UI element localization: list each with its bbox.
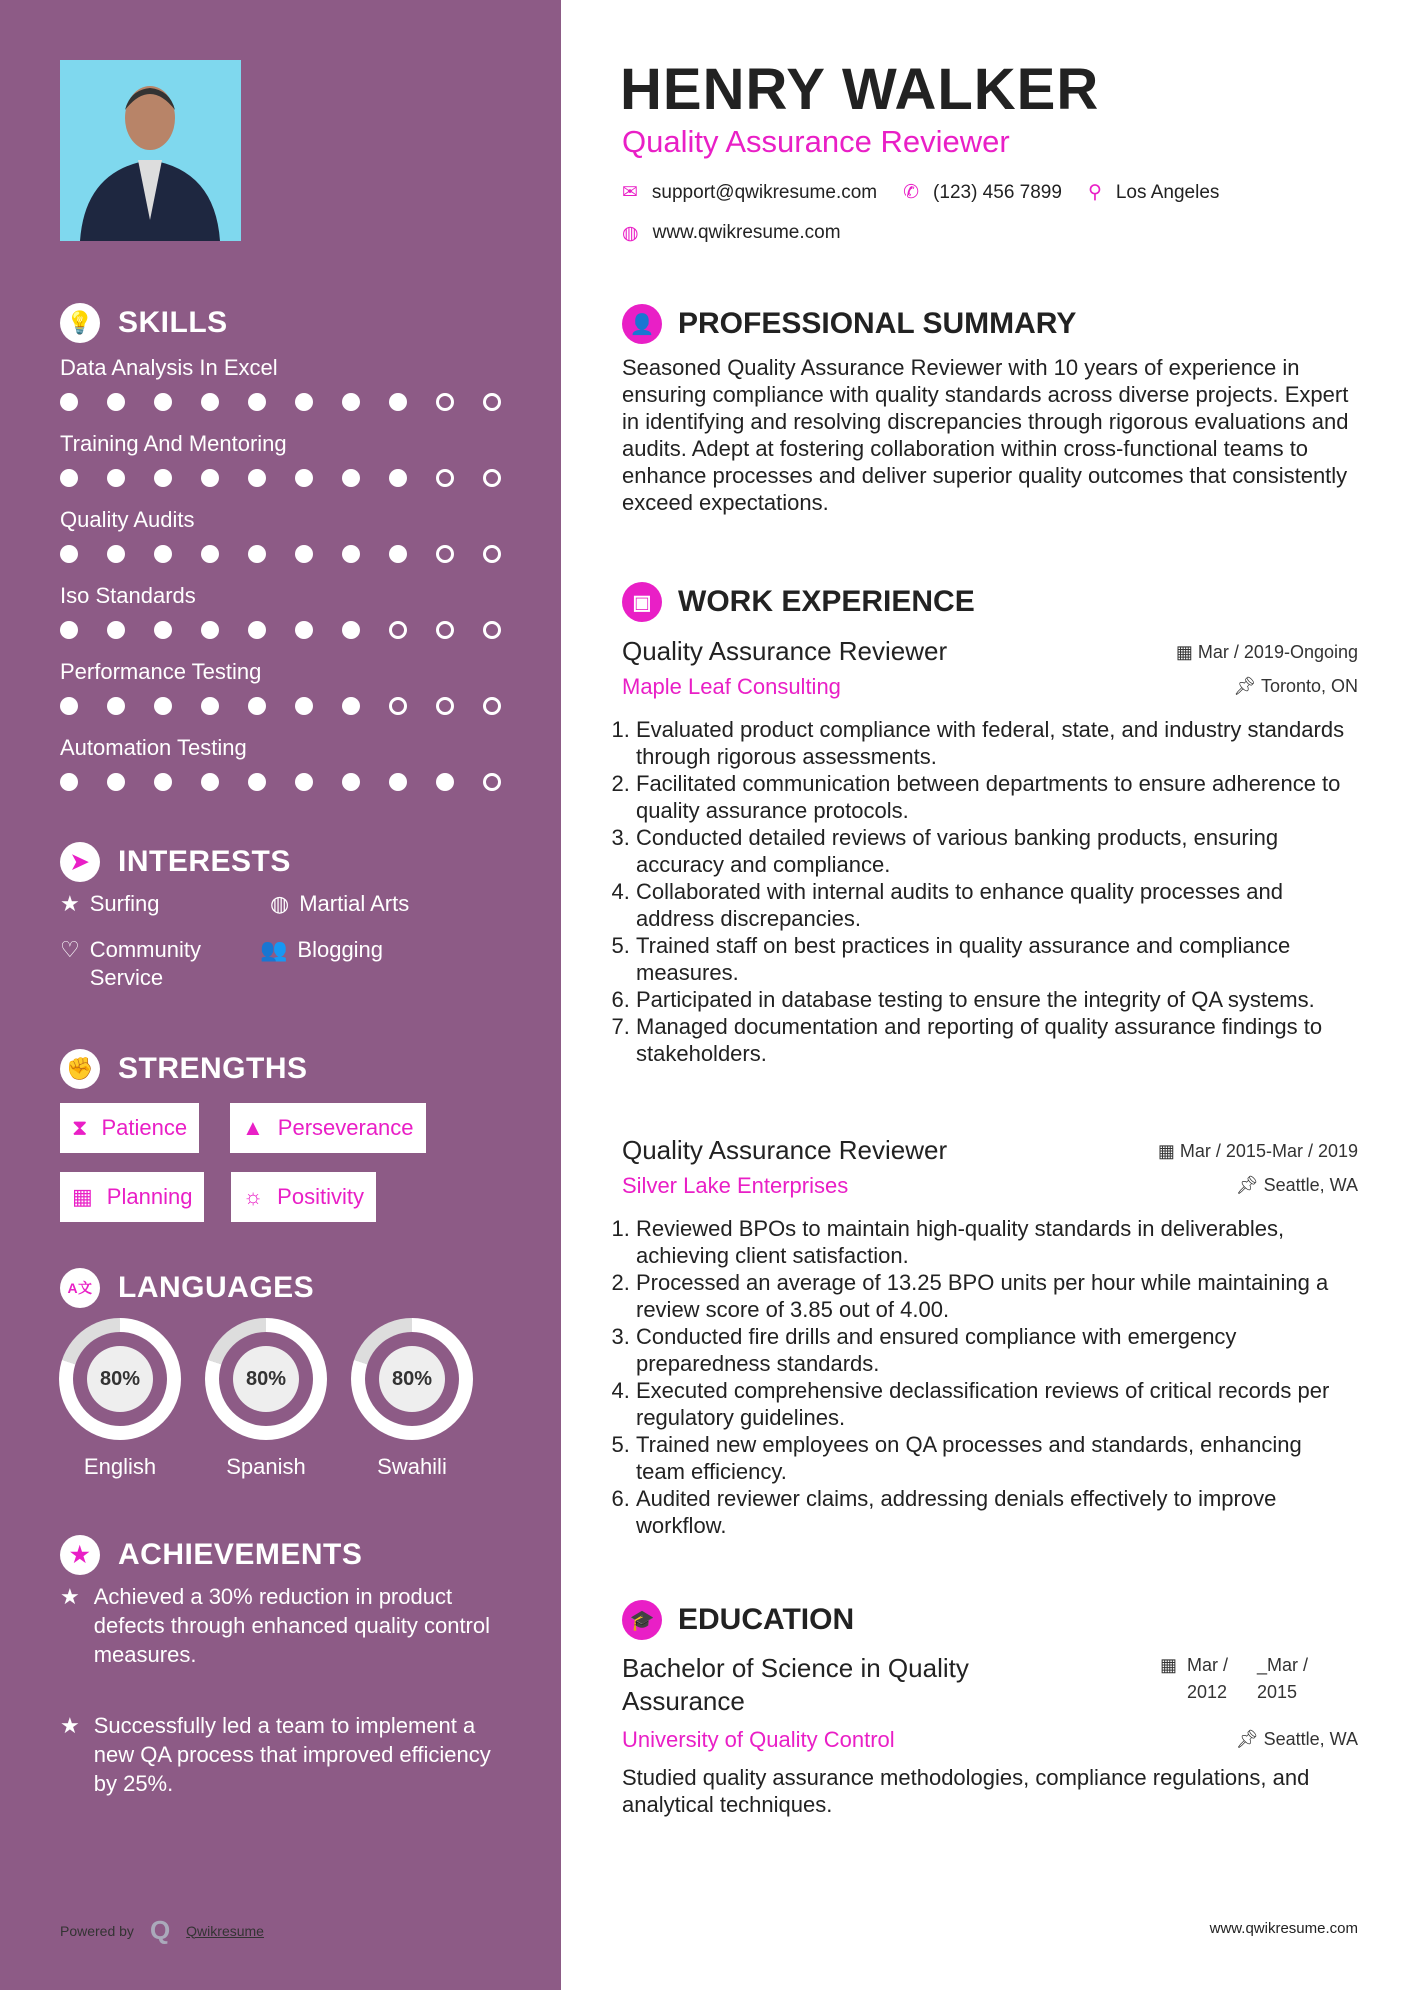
envelope-icon: ✉: [622, 182, 638, 203]
filled-dot: [248, 773, 266, 791]
calendar-icon: ▦: [72, 1184, 93, 1209]
filled-dot: [248, 697, 266, 715]
graduation-icon: 🎓: [622, 1600, 662, 1640]
languages-heading: A文 LANGUAGES: [60, 1268, 314, 1308]
filled-dot: [60, 393, 78, 411]
skill-label: Training And Mentoring: [60, 431, 287, 456]
empty-dot: [483, 621, 501, 639]
job-bullet: 5. Trained staff on best practices in quality assurance and compliance measures.: [636, 932, 1350, 986]
education-description: Studied quality assurance methodologies, compliance regulations, and analytical techniques.: [622, 1765, 1310, 1817]
filled-dot: [107, 469, 125, 487]
skill-label: Automation Testing: [60, 735, 247, 760]
school: University of Quality Control: [622, 1727, 895, 1752]
filled-dot: [389, 469, 407, 487]
filled-dot: [295, 393, 313, 411]
pushpin-icon: 📌︎: [1235, 1729, 1264, 1749]
language-item: [205, 1318, 327, 1480]
profile-photo: [60, 60, 241, 241]
users-icon: 👥: [260, 937, 288, 962]
strength-chip: ☼ Positivity: [231, 1172, 376, 1222]
pushpin-icon: 📌︎: [1233, 676, 1261, 696]
empty-dot: [436, 545, 454, 563]
skill-rating: [60, 773, 501, 791]
job-bullet: 7. Managed documentation and reporting of quality assurance findings to stakeholders.: [636, 1013, 1350, 1067]
filled-dot: [342, 773, 360, 791]
filled-dot: [107, 545, 125, 563]
skill-label: Performance Testing: [60, 659, 262, 684]
filled-dot: [342, 545, 360, 563]
strength-chip: ⧗ Patience: [60, 1103, 199, 1153]
filled-dot: [60, 469, 78, 487]
empty-dot: [436, 621, 454, 639]
strength-chip: ▲ Perseverance: [230, 1103, 426, 1153]
empty-dot: [389, 697, 407, 715]
degree: Bachelor of Science in Quality Assurance: [622, 1653, 969, 1716]
education-heading: 🎓 EDUCATION: [622, 1600, 854, 1640]
filled-dot: [201, 545, 219, 563]
footer-url[interactable]: www.qwikresume.com: [1209, 1920, 1358, 1937]
filled-dot: [342, 469, 360, 487]
filled-dot: [295, 469, 313, 487]
empty-dot: [483, 545, 501, 563]
interest-item: ★ Surfing: [60, 891, 160, 916]
shooting-star-icon: ★: [60, 1713, 80, 1738]
filled-dot: [60, 545, 78, 563]
powered-by: Powered by Q Qwikresume: [60, 1915, 264, 1945]
job-title: Quality Assurance Reviewer: [622, 1135, 948, 1165]
job-dates: ▦ Mar / 2019-Ongoing: [1175, 642, 1358, 662]
language-item: [59, 1318, 181, 1480]
skill-rating: [60, 697, 501, 715]
paper-plane-icon: ➤: [60, 842, 100, 882]
achievement-item: ★ Successfully led a team to implement a new QA process that improved efficiency by 25%.: [60, 1713, 491, 1796]
user-icon: 👤: [622, 304, 662, 344]
location: Los Angeles: [1115, 181, 1220, 203]
languages-list: [59, 1318, 473, 1480]
filled-dot: [295, 773, 313, 791]
phone-icon: ✆: [903, 182, 920, 203]
hourglass-icon: ⧗: [72, 1115, 88, 1140]
empty-dot: [436, 393, 454, 411]
star-icon: ★: [60, 1535, 100, 1575]
calendar-icon: ▦: [1175, 642, 1198, 662]
job-bullets: [614, 1215, 1350, 1539]
globe-icon: ◍: [270, 891, 290, 916]
strengths-heading: ✊ STRENGTHS: [60, 1049, 308, 1089]
skill-rating: [60, 469, 501, 487]
skill-rating: [60, 621, 501, 639]
job-bullet: 1. Evaluated product compliance with federal, state, and industry standards through rigorous assessments.: [636, 716, 1350, 770]
filled-dot: [342, 393, 360, 411]
star-icon: ★: [60, 891, 80, 916]
pushpin-icon: 📌︎: [1235, 1175, 1264, 1195]
interests-list: [60, 890, 490, 992]
filled-dot: [60, 773, 78, 791]
empty-dot: [483, 393, 501, 411]
road-icon: ▲: [242, 1115, 264, 1140]
job-bullet: 6. Participated in database testing to ensure the integrity of QA systems.: [636, 986, 1350, 1013]
language-name: English: [83, 1454, 157, 1479]
skill-rating: [60, 393, 501, 411]
sidebar: [0, 0, 561, 1990]
filled-dot: [248, 545, 266, 563]
job-bullet: 4. Collaborated with internal audits to enhance quality processes and address discrepancies.: [636, 878, 1350, 932]
job-bullet: 2. Processed an average of 13.25 BPO units per hour while maintaining a review score of 3.85 out of 4.00.: [636, 1269, 1350, 1323]
filled-dot: [342, 621, 360, 639]
interest-item: ◍ Martial Arts: [270, 891, 410, 916]
calendar-icon: ▦: [1160, 1655, 1178, 1675]
filled-dot: [389, 545, 407, 563]
contact-row: [622, 181, 1219, 204]
interests-heading: ➤ INTERESTS: [60, 842, 291, 882]
website-row: [622, 222, 841, 245]
job-bullet: 1. Reviewed BPOs to maintain high-quality standards in deliverables, achieving client satisfaction.: [636, 1215, 1350, 1269]
language-name: Spanish: [226, 1454, 306, 1479]
summary-text: Seasoned Quality Assurance Reviewer with 10 years of experience in ensuring compliance with quality standards across diverse projects. Expert in identifying and resolving discrepancies through rigorous evaluations and audits. Adept at fostering collaboration within cross-functional teams to enhance processes and deliver superior quality outcomes that consistently exceed expectations.: [622, 355, 1349, 515]
candidate-name: HENRY WALKER: [620, 57, 1100, 122]
filled-dot: [154, 621, 172, 639]
filled-dot: [389, 773, 407, 791]
candidate-title: Quality Assurance Reviewer: [622, 124, 1010, 159]
filled-dot: [295, 545, 313, 563]
empty-dot: [483, 469, 501, 487]
job-bullets: [614, 716, 1350, 1067]
job-dates: ▦ Mar / 2015-Mar / 2019: [1157, 1141, 1358, 1161]
experience-heading: ▣ WORK EXPERIENCE: [622, 582, 975, 622]
filled-dot: [154, 469, 172, 487]
skill-rating: [60, 545, 501, 563]
filled-dot: [201, 697, 219, 715]
filled-dot: [60, 697, 78, 715]
job-bullet: 3. Conducted fire drills and ensured compliance with emergency preparedness standards.: [636, 1323, 1350, 1377]
fist-icon: ✊: [60, 1049, 100, 1089]
empty-dot: [483, 697, 501, 715]
language-percent: 80%: [87, 1346, 153, 1412]
language-progress-ring: [205, 1318, 327, 1440]
company: Maple Leaf Consulting: [622, 674, 841, 699]
skill-label: Iso Standards: [60, 583, 196, 608]
empty-dot: [436, 697, 454, 715]
filled-dot: [107, 697, 125, 715]
job-bullet: 3. Conducted detailed reviews of various banking products, ensuring accuracy and compliance.: [636, 824, 1350, 878]
filled-dot: [154, 773, 172, 791]
language-progress-ring: [59, 1318, 181, 1440]
education-location: 📌︎ Seattle, WA: [1235, 1729, 1358, 1749]
filled-dot: [201, 621, 219, 639]
shooting-star-icon: ★: [60, 1584, 80, 1609]
strength-chip: ▦ Planning: [60, 1172, 204, 1222]
filled-dot: [342, 697, 360, 715]
interest-item: 👥 Blogging: [260, 936, 470, 992]
interest-item: ♡ Community Service: [60, 937, 201, 990]
empty-dot: [483, 773, 501, 791]
job-location: 📌︎ Seattle, WA: [1235, 1175, 1358, 1195]
sun-icon: ☼: [243, 1184, 264, 1209]
education-dates: ▦ Mar / 2012 _Mar / 2015: [1160, 1652, 1317, 1706]
job-bullet: 6. Audited reviewer claims, addressing denials effectively to improve workflow.: [636, 1485, 1350, 1539]
filled-dot: [248, 621, 266, 639]
skill-label: Quality Audits: [60, 507, 195, 532]
filled-dot: [389, 393, 407, 411]
calendar-icon: ▦: [1157, 1141, 1180, 1161]
lightbulb-icon: 💡: [60, 303, 100, 343]
filled-dot: [295, 621, 313, 639]
filled-dot: [295, 697, 313, 715]
filled-dot: [436, 773, 454, 791]
globe-icon: ◍: [622, 223, 639, 244]
qwikresume-link[interactable]: Qwikresume: [186, 1922, 264, 1939]
job-bullet: 4. Executed comprehensive declassification reviews of critical records per regulatory guidelines.: [636, 1377, 1350, 1431]
filled-dot: [248, 469, 266, 487]
phone-number: (123) 456 7899: [933, 181, 1062, 203]
company: Silver Lake Enterprises: [622, 1173, 849, 1198]
empty-dot: [436, 469, 454, 487]
summary-heading: 👤 PROFESSIONAL SUMMARY: [622, 304, 1076, 344]
skills-list: [60, 355, 501, 811]
filled-dot: [201, 469, 219, 487]
filled-dot: [107, 621, 125, 639]
website-link[interactable]: www.qwikresume.com: [652, 222, 841, 243]
filled-dot: [107, 773, 125, 791]
achievements-heading: ★ ACHIEVEMENTS: [60, 1535, 362, 1575]
filled-dot: [248, 393, 266, 411]
language-progress-ring: [351, 1318, 473, 1440]
job-title: Quality Assurance Reviewer: [622, 636, 948, 666]
filled-dot: [201, 393, 219, 411]
filled-dot: [201, 773, 219, 791]
job-bullet: 2. Facilitated communication between departments to ensure adherence to quality assurance protocols.: [636, 770, 1350, 824]
filled-dot: [107, 393, 125, 411]
briefcase-icon: ▣: [622, 582, 662, 622]
filled-dot: [154, 697, 172, 715]
skills-heading: 💡 SKILLS: [60, 303, 228, 343]
language-item: [351, 1318, 473, 1480]
filled-dot: [154, 393, 172, 411]
map-pin-icon: ⚲: [1087, 182, 1102, 203]
skill-label: Data Analysis In Excel: [60, 355, 278, 380]
job-location: 📌︎ Toronto, ON: [1233, 676, 1358, 696]
filled-dot: [60, 621, 78, 639]
hand-icon: ♡: [60, 937, 80, 962]
language-percent: 80%: [233, 1346, 299, 1412]
language-name: Swahili: [377, 1454, 447, 1479]
language-icon: A文: [60, 1268, 100, 1308]
achievement-item: ★ Achieved a 30% reduction in product defects through enhanced quality control measures.: [60, 1584, 491, 1667]
filled-dot: [154, 545, 172, 563]
job-bullet: 5. Trained new employees on QA processes and standards, enhancing team efficiency.: [636, 1431, 1350, 1485]
qwikresume-logo-icon: Q: [149, 1915, 171, 1945]
language-percent: 80%: [379, 1346, 445, 1412]
email-link[interactable]: support@qwikresume.com: [651, 181, 878, 203]
empty-dot: [389, 621, 407, 639]
